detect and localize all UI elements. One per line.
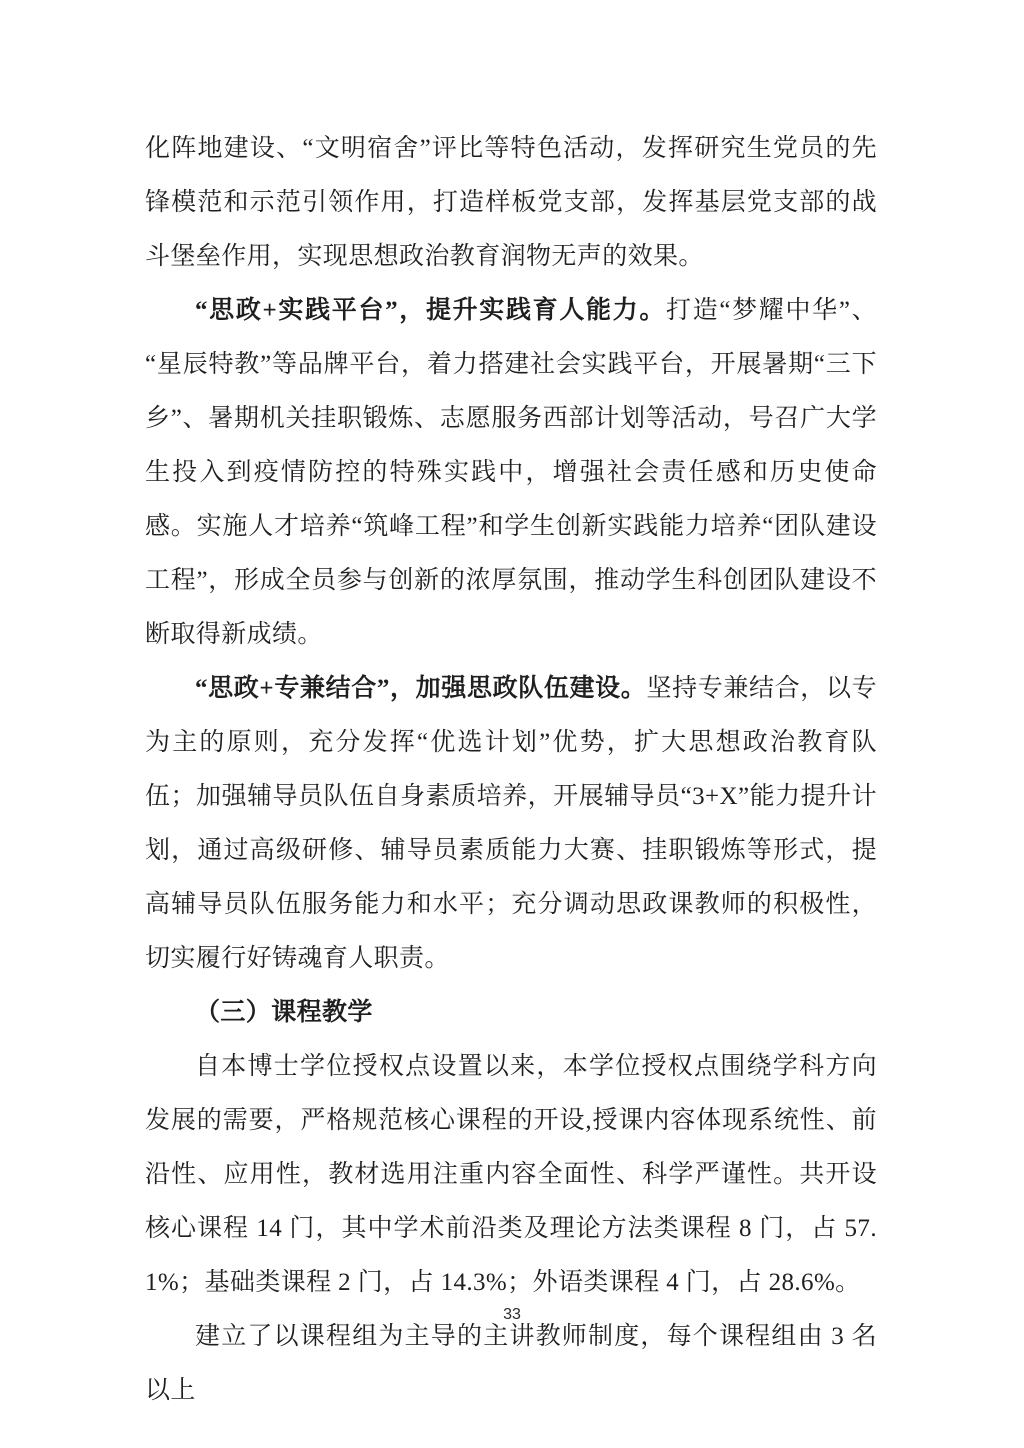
paragraph-text: 打造“梦耀中华”、“星辰特教”等品牌平台，着力搭建社会实践平台，开展暑期“三下乡”、暑期机关挂职锻炼、志愿服务西部计划等活动，号召广大学生投入到疫情防控的特殊实践中，增强社会责任感和历史使命感。实施人才培养“筑峰工程”和学生创新实践能力培养“团队建设工程”，形成全员参与创新的浓厚氛围，推动学生科创团队建设不断取得新成绩。 bbox=[145, 297, 877, 648]
paragraph-text: 建立了以课程组为主导的主讲教师制度，每个课程组由 3 名以上 bbox=[145, 1323, 877, 1404]
paragraph-text: 坚持专兼结合，以专为主的原则，充分发挥“优选计划”优势，扩大思想政治教育队伍；加强辅导员队伍自身素质培养，开展辅导员“3+X”能力提升计划，通过高级研修、辅导员素质能力大赛、挂职锻炼等形式，提高辅导员队伍服务能力和水平；充分调动思政课教师的积极性，切实履行好铸魂育人职责。 bbox=[145, 675, 877, 972]
paragraph-lead: “思政+实践平台”，提升实践育人能力。 bbox=[195, 297, 667, 324]
paragraph-lead: “思政+专兼结合”，加强思政队伍建设。 bbox=[195, 675, 647, 702]
paragraph bbox=[145, 284, 877, 662]
page-number: 33 bbox=[503, 1306, 521, 1323]
paragraph bbox=[145, 662, 877, 986]
paragraph bbox=[145, 1310, 877, 1418]
section-heading-text: （三）课程教学 bbox=[195, 999, 373, 1026]
document-body bbox=[145, 122, 877, 1418]
section-heading bbox=[145, 986, 877, 1040]
paragraph-text: 自本博士学位授权点设置以来，本学位授权点围绕学科方向发展的需要，严格规范核心课程的开设,授课内容体现系统性、前沿性、应用性，教材选用注重内容全面性、科学严谨性。共开设核心课程 14 门，其中学术前沿类及理论方法类课程 8 门，占 57.1%；基础类课程 2 门，占 14.3%；外语类课程 4 门，占 28.6%。 bbox=[145, 1053, 877, 1296]
paragraph bbox=[145, 1040, 877, 1310]
paragraph bbox=[145, 122, 877, 284]
page-footer bbox=[0, 1306, 1024, 1324]
paragraph-text: 化阵地建设、“文明宿舍”评比等特色活动，发挥研究生党员的先锋模范和示范引领作用，打造样板党支部，发挥基层党支部的战斗堡垒作用，实现思想政治教育润物无声的效果。 bbox=[145, 135, 877, 270]
